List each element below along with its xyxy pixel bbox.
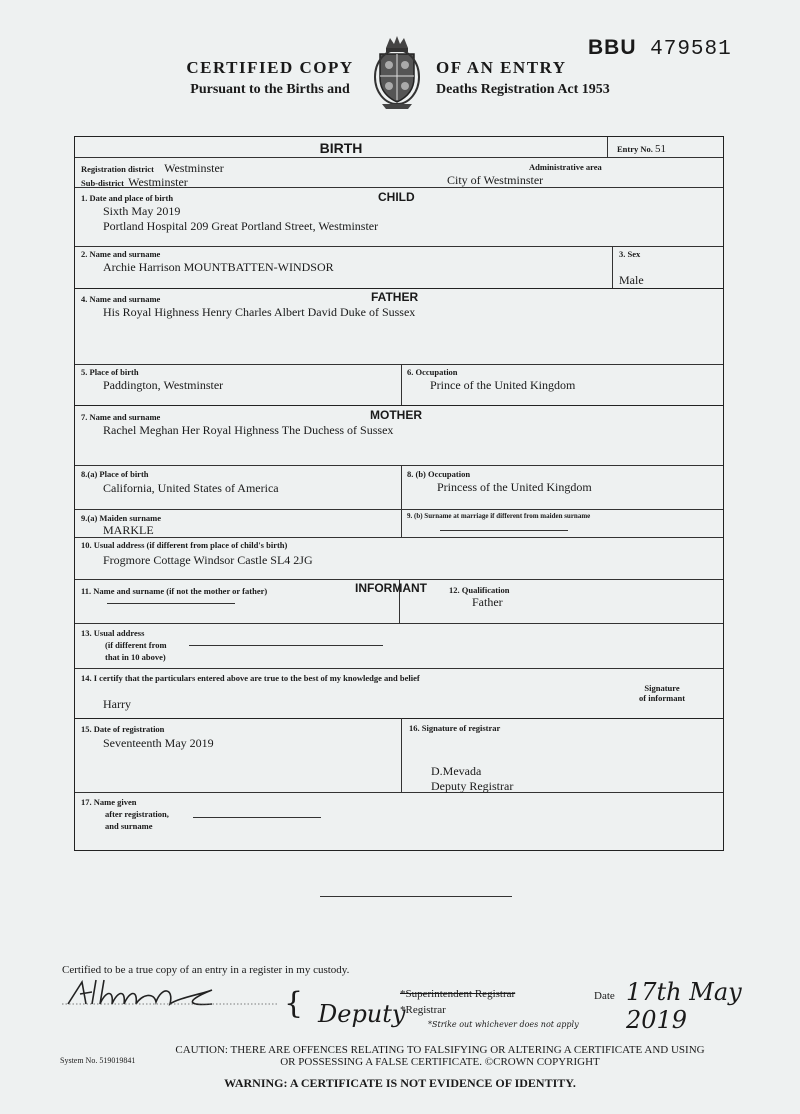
superintendent-signature (62, 976, 282, 1010)
field-8b-label: 8. (b) Occupation (407, 469, 471, 479)
mother-birthplace: California, United States of America (103, 481, 279, 495)
field-3-label: 3. Sex (619, 249, 641, 259)
entry-number: Entry No. 51 (617, 143, 667, 155)
father-occupation: Prince of the United Kingdom (430, 378, 576, 392)
informant-signature: Harry (103, 697, 131, 711)
field-1-label: 1. Date and place of birth (81, 193, 174, 203)
registration-district: Registration district Westminster (81, 161, 224, 175)
child-sex: Male (619, 273, 644, 287)
field-17-label-2: after registration, (105, 809, 169, 819)
field-17-label-1: 17. Name given (81, 797, 137, 807)
subtitle-left: Pursuant to the Births and (190, 82, 350, 97)
registrar-name: D.Mevada (431, 764, 482, 778)
admin-area: City of Westminster (447, 173, 544, 187)
field-5-label: 5. Place of birth (81, 367, 139, 377)
maiden-surname: MARKLE (103, 523, 154, 537)
form-title: BIRTH (319, 140, 363, 156)
admin-area-label: Administrative area (529, 162, 602, 172)
mother-name: Rachel Meghan Her Royal Highness The Duchess of Sussex (103, 423, 394, 437)
field-2-label: 2. Name and surname (81, 249, 161, 259)
field-13-label-1: 13. Usual address (81, 628, 145, 638)
mother-heading: MOTHER (370, 408, 422, 422)
royal-coat-of-arms-icon (372, 32, 422, 110)
field-17-label-3: and surname (105, 821, 153, 831)
registration-date: Seventeenth May 2019 (103, 736, 214, 750)
field-9b-label: 9. (b) Surname at marriage if different from maiden surname (407, 512, 591, 520)
title-right: OF AN ENTRY (436, 58, 567, 77)
brace: { (284, 986, 304, 1021)
qualification: Father (472, 595, 503, 609)
registrar-title: Deputy Registrar (431, 779, 514, 793)
field-4-label: 4. Name and surname (81, 294, 161, 304)
divider-line (320, 896, 512, 897)
caution-text: CAUTION: THERE ARE OFFENCES RELATING TO FALSIFYING OR ALTERING A CERTIFICATE AND USING OR POSSESSING A FALSE CERTIFICATE. ©CROWN COPYRIGHT (175, 1044, 705, 1068)
header-right (436, 58, 656, 98)
field-10-label: 10. Usual address (if different from place of child's birth) (81, 540, 288, 550)
registrar-title-footer: *Registrar (400, 1004, 446, 1016)
warning-text: WARNING: A CERTIFICATE IS NOT EVIDENCE OF IDENTITY. (224, 1076, 576, 1090)
header-left (150, 58, 390, 98)
informant-heading: INFORMANT (355, 581, 427, 595)
date-label: Date (594, 990, 615, 1002)
strike-note: *Strike out whichever does not apply (428, 1020, 579, 1029)
title-left: CERTIFIED COPY (186, 58, 354, 77)
child-name: Archie Harrison MOUNTBATTEN-WINDSOR (103, 260, 334, 274)
usual-address: Frogmore Cottage Windsor Castle SL4 2JG (103, 553, 313, 567)
field-16-label: 16. Signature of registrar (409, 723, 501, 733)
father-birthplace: Paddington, Westminster (103, 378, 224, 392)
field-9a-label: 9.(a) Maiden surname (81, 513, 162, 523)
field-14-label: 14. I certify that the particulars entered above are true to the best of my knowledge and belief (81, 673, 420, 683)
field-13-label-2: (if different from (105, 640, 167, 650)
signature-of-informant-label: Signature of informant (639, 683, 686, 703)
subtitle-right: Deaths Registration Act 1953 (436, 82, 610, 97)
sub-district: Sub-district Westminster (81, 175, 188, 189)
father-name: His Royal Highness Henry Charles Albert David Duke of Sussex (103, 305, 416, 319)
field-15-label: 15. Date of registration (81, 724, 165, 734)
certified-statement: Certified to be a true copy of an entry in a register in my custody. (62, 964, 350, 976)
birth-entry-form (74, 136, 724, 851)
field-6-label: 6. Occupation (407, 367, 458, 377)
date-handwritten: 17th May 2019 (626, 978, 742, 1034)
field-12-label: 12. Qualification (449, 585, 510, 595)
birth-place: Portland Hospital 209 Great Portland Street, Westminster (103, 219, 379, 233)
birth-date: Sixth May 2019 (103, 204, 181, 218)
field-8a-label: 8.(a) Place of birth (81, 469, 149, 479)
field-7-label: 7. Name and surname (81, 412, 161, 422)
field-11-label: 11. Name and surname (if not the mother or father) (81, 586, 268, 596)
father-heading: FATHER (371, 290, 419, 304)
mother-occupation: Princess of the United Kingdom (437, 480, 592, 494)
child-heading: CHILD (378, 190, 415, 204)
serial-number: BBU 479581 (588, 36, 732, 61)
field-13-label-3: that in 10 above) (105, 652, 166, 662)
deputy-handwritten: Deputy (318, 1000, 406, 1028)
system-number: System No. 519019841 (60, 1056, 136, 1065)
struck-title: *Superintendent Registrar (400, 988, 516, 1000)
